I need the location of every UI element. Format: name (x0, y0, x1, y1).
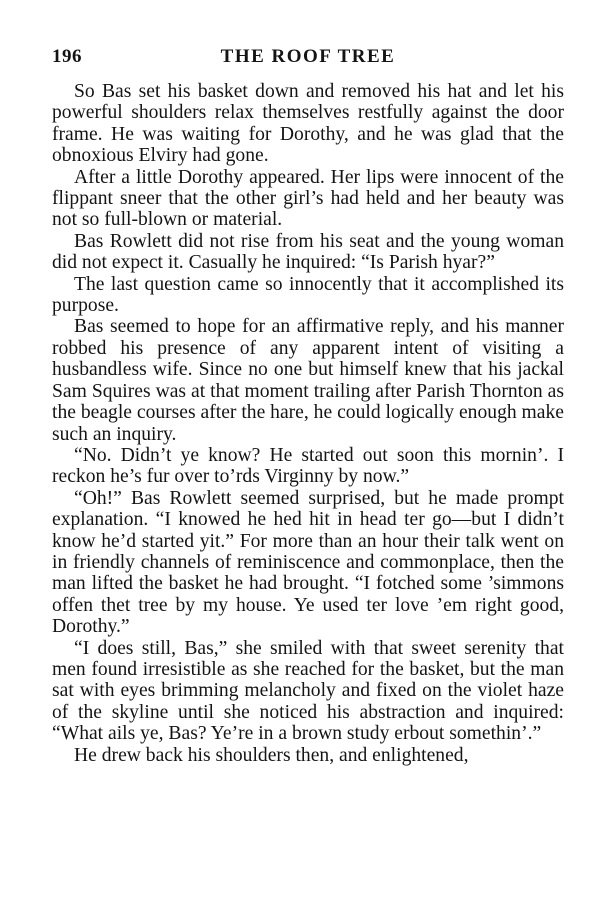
paragraph: “No. Didn’t ye know? He started out soon this mornin’. I reckon he’s fur over to’rds Virginny by now.” (52, 444, 564, 488)
paragraph: After a little Dorothy appeared. Her lips were innocent of the flippant sneer that the other girl’s had held and her beauty was not so full-blown or material. (52, 166, 564, 231)
paragraph: “Oh!” Bas Rowlett seemed surprised, but he made prompt explanation. “I knowed he hed hit in head ter go—but I didn’t know he’d started yit.” For more than an hour their talk went on in friendly channels of reminiscence and commonplace, then the man lifted the basket he had brought. “I fotched some ’simmons offen thet tree by my house. Ye used ter love ’em right good, Dorothy.” (52, 487, 564, 638)
page-number: 196 (52, 46, 82, 67)
book-page (52, 42, 564, 766)
paragraph: Bas seemed to hope for an affirmative reply, and his manner robbed his presence of any apparent intent of visiting a husbandless wife. Since no one but himself knew that his jackal Sam Squires was at that moment trailing after Parish Thornton as the beagle courses after the hare, he could logically enough make such an inquiry. (52, 316, 564, 445)
paragraph: The last question came so innocently that it accomplished its purpose. (52, 273, 564, 317)
book-title: THE ROOF TREE (220, 46, 396, 67)
body-text (52, 81, 564, 766)
paragraph: So Bas set his basket down and removed his hat and let his powerful shoulders relax themselves restfully against the door frame. He was waiting for Dorothy, and he was glad that the obnoxious Elviry had gone. (52, 81, 564, 167)
paragraph: He drew back his shoulders then, and enlightened, (74, 744, 469, 766)
paragraph: Bas Rowlett did not rise from his seat and the young woman did not expect it. Casually he inquired: “Is Parish hyar?” (52, 230, 564, 274)
paragraph: “I does still, Bas,” she smiled with that sweet serenity that men found irresistible as she reached for the basket, but the man sat with eyes brimming melancholy and fixed on the violet haze of the skyline until she noticed his abstraction and inquired: “What ails ye, Bas? Ye’re in a brown study erbout somethin’.” (52, 637, 564, 745)
running-head (52, 42, 564, 72)
